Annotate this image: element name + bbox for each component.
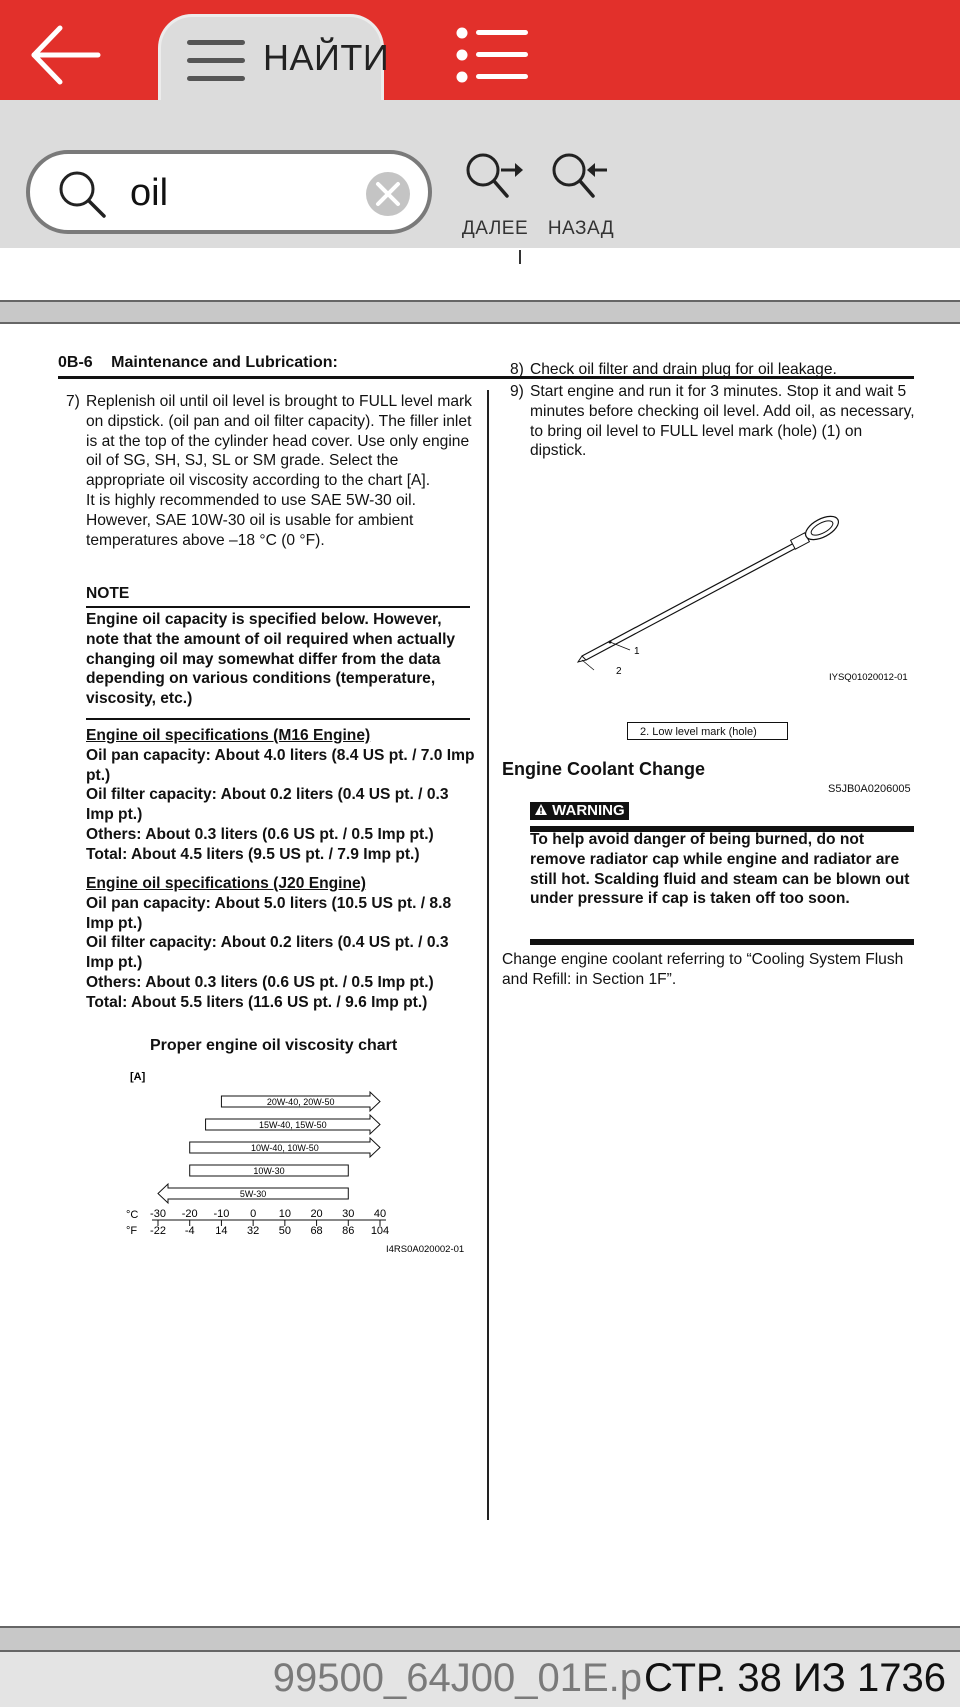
step-9 (510, 382, 915, 461)
step-text: Check oil filter and drain plug for oil leakage. (530, 361, 837, 378)
step-text-2: It is highly recommended to use SAE 5W-30 oil. However, SAE 10W-30 oil is usable for ambient temperatures above –18 °C (0 °F). (86, 491, 416, 549)
spec-line: Total: About 5.5 liters (11.6 US pt. / 9.6 Imp pt.) (86, 993, 428, 1011)
dipstick-code: IYSQ01020012-01 (829, 672, 908, 683)
celsius-tick-label: -10 (213, 1208, 230, 1220)
page-separator-bottom (0, 1626, 960, 1652)
search-prev-icon (549, 150, 613, 206)
fahrenheit-tick-label: -4 (184, 1225, 195, 1237)
fahrenheit-tick-label: 32 (247, 1225, 260, 1237)
spec-line: Oil filter capacity: About 0.2 liters (0.4 US pt. / 0.3 Imp pt.) (86, 786, 449, 824)
text-cursor (519, 250, 521, 264)
spec-line: Others: About 0.3 liters (0.6 US pt. / 0.5 Imp pt.) (86, 973, 434, 991)
step-text: Start engine and run it for 3 minutes. Stop it and wait 5 minutes before checking oil level. Add oil, as necessary, to bring oil level to FULL level mark (hole) (1) on dipstick. (530, 383, 915, 460)
step-number: 9) (510, 383, 524, 400)
note-rule-bottom (86, 718, 470, 720)
coolant-section-title: Engine Coolant Change (502, 759, 706, 779)
fahrenheit-tick-label: 104 (370, 1225, 390, 1237)
warning-body: To help avoid danger of being burned, do not remove radiator cap while engine and radiator are still hot. Scalding fluid and steam can be blown out under pressure if cap is taken off too soon. (530, 831, 910, 908)
search-prev-label: НАЗАД (547, 218, 615, 239)
spec-line: Oil filter capacity: About 0.2 liters (0.4 US pt. / 0.3 Imp pt.) (86, 934, 449, 972)
step-text: Replenish oil until oil level is brought to FULL level mark on dipstick. (oil pan and oil filter capacity). The filler inlet is at the top of the cylinder head cover. Use only engine oil of SG, SH, SJ, SL or SM grade. Select the appropriate oil viscosity according to the chart [A]. (86, 393, 472, 490)
spec-line: Oil pan capacity: About 5.0 liters (10.5 US pt. / 8.8 Imp pt.) (86, 894, 452, 932)
step-7 (66, 392, 476, 550)
page-header (58, 354, 338, 372)
coolant-text: Change engine coolant referring to “Cooling System Flush and Refill: in Section 1F”. (502, 951, 904, 988)
app-toolbar (0, 0, 960, 100)
chart-title: Proper engine oil viscosity chart (150, 1037, 398, 1054)
fahrenheit-tick-label: 50 (278, 1225, 291, 1237)
note-body: Engine oil capacity is specified below. However, note that the amount of oil required when actually changing oil may somewhat differ from the data depending on various conditions (temperature, viscosity, etc.) (86, 611, 456, 708)
back-button[interactable] (28, 22, 104, 88)
file-name: 99500_64J00_01E.p (272, 1656, 642, 1700)
warning-label: WARNING (552, 802, 625, 819)
spec-m16 (86, 726, 476, 865)
step-number: 8) (510, 361, 524, 378)
magnifier-icon (56, 168, 108, 220)
step-number: 7) (66, 393, 80, 410)
search-box (26, 150, 432, 234)
find-tab[interactable] (158, 14, 390, 102)
spec-line: Others: About 0.3 liters (0.6 US pt. / 0.5 Imp pt.) (86, 825, 434, 843)
section-title: Maintenance and Lubrication: (111, 354, 338, 371)
celsius-tick-label: 40 (373, 1208, 387, 1220)
search-input[interactable] (130, 168, 370, 218)
viscosity-bar-label: 15W-40, 15W-50 (258, 1120, 327, 1130)
search-next-label: ДАЛЕЕ (461, 218, 529, 239)
spec-line: Oil pan capacity: About 4.0 liters (8.4 US pt. / 7.0 Imp pt.) (86, 746, 475, 784)
spec-title: Engine oil specifications (J20 Engine) (86, 875, 366, 892)
fahrenheit-tick-label: 68 (310, 1225, 323, 1237)
spec-j20 (86, 874, 476, 1013)
list-button[interactable] (456, 26, 528, 84)
column-divider (487, 390, 489, 1520)
dipstick-illustration (570, 514, 916, 684)
celsius-tick-label: -30 (150, 1208, 166, 1220)
celsius-tick-label: 0 (250, 1208, 257, 1220)
arrow-left-icon (28, 22, 104, 88)
warning-rule-bottom (530, 939, 914, 945)
warning-badge (530, 802, 629, 820)
search-prev-button[interactable] (536, 150, 626, 238)
unit-celsius: °C (126, 1209, 139, 1221)
fahrenheit-tick-label: 86 (342, 1225, 355, 1237)
celsius-tick-label: 10 (278, 1208, 291, 1220)
page-counter: СТР. 38 ИЗ 1736 (644, 1656, 946, 1700)
unit-fahrenheit: °F (126, 1225, 138, 1237)
page-separator-top (0, 300, 960, 324)
viscosity-chart (126, 1062, 474, 1258)
clear-search-button[interactable] (364, 170, 412, 218)
warning-triangle-icon (534, 803, 548, 816)
note-title: NOTE (86, 585, 130, 602)
spec-title: Engine oil specifications (M16 Engine) (86, 727, 371, 744)
chart-tag: [A] (130, 1071, 146, 1083)
celsius-tick-label: 30 (342, 1208, 355, 1220)
coolant-section-code: S5JB0A0206005 (828, 783, 911, 795)
dipstick-label-1: 1 (634, 646, 640, 657)
document-page[interactable] (0, 324, 960, 1626)
fahrenheit-tick-label: 14 (215, 1225, 228, 1237)
search-panel (0, 100, 960, 248)
celsius-tick-label: 20 (310, 1208, 323, 1220)
dipstick-label-2: 2 (616, 666, 622, 677)
viscosity-bar-label: 20W-40, 20W-50 (266, 1097, 335, 1107)
section-number: 0B-6 (58, 354, 93, 371)
viscosity-bar-label: 10W-40, 10W-50 (251, 1143, 319, 1153)
find-tab-label: НАЙТИ (263, 37, 390, 78)
note-rule-top (86, 606, 470, 608)
chart-code: I4RS0A020002-01 (386, 1244, 465, 1255)
viscosity-bar-label: 10W-30 (253, 1166, 285, 1176)
dipstick-caption: 2. Low level mark (hole) (627, 722, 788, 740)
clear-circle-icon (364, 170, 412, 218)
step-8 (510, 360, 915, 380)
search-next-icon (463, 150, 527, 206)
celsius-tick-label: -20 (181, 1208, 198, 1220)
bulleted-list-icon (456, 26, 528, 84)
hamburger-icon (187, 37, 245, 85)
spec-line: Total: About 4.5 liters (9.5 US pt. / 7.9 Imp pt.) (86, 845, 420, 863)
search-next-button[interactable] (450, 150, 540, 238)
status-bar (0, 1652, 960, 1707)
viscosity-bar-label: 5W-30 (239, 1189, 267, 1199)
fahrenheit-tick-label: -22 (150, 1225, 166, 1237)
